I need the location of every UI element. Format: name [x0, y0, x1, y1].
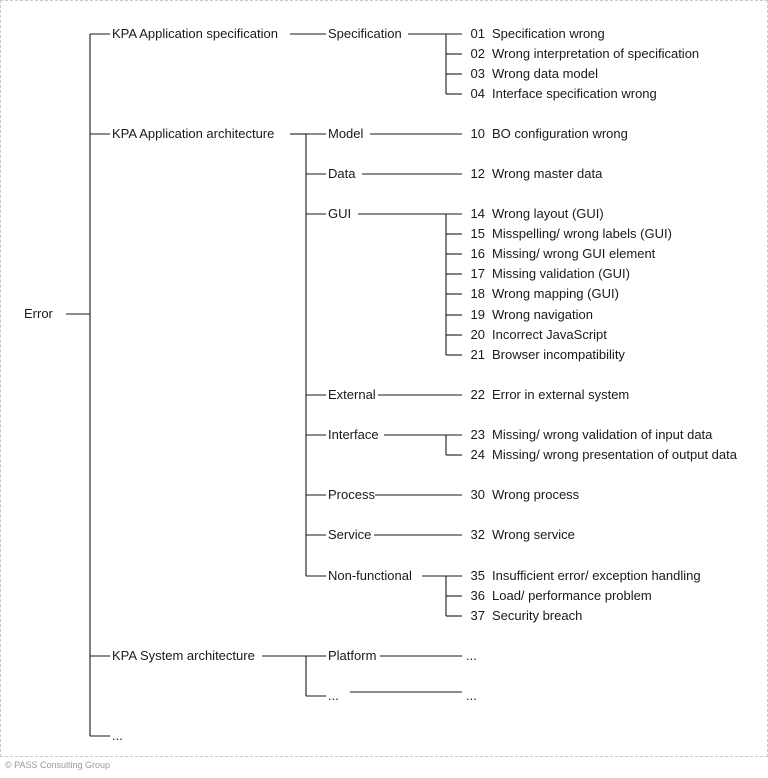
- leaf-error-handling: Insufficient error/ exception handling: [492, 568, 701, 583]
- leaf-missing-validation: Missing validation (GUI): [492, 266, 630, 281]
- node-level2-more: ...: [328, 688, 339, 703]
- leaf-number: 10: [470, 126, 485, 141]
- leaf-wrong-mapping: Wrong mapping (GUI): [492, 286, 619, 301]
- leaf-interface-spec-wrong: Interface specification wrong: [492, 86, 657, 101]
- leaf-number: 30: [470, 487, 485, 502]
- leaf-number: 35: [470, 568, 485, 583]
- node-model: Model: [328, 126, 364, 141]
- copyright-note: © PASS Consulting Group: [5, 760, 111, 770]
- leaf-wrong-interpretation: Wrong interpretation of specification: [492, 46, 700, 61]
- root-node-error: Error: [24, 306, 53, 321]
- leaf-number: 17: [470, 266, 485, 281]
- leaf-external-system-error: Error in external system: [492, 387, 630, 402]
- leaf-number: 01: [470, 26, 485, 41]
- leaf-wrong-data-model: Wrong data model: [492, 66, 598, 81]
- leaf-platform-more: ...: [466, 648, 477, 663]
- leaf-wrong-service: Wrong service: [492, 527, 575, 542]
- leaf-browser-incompatibility: Browser incompatibility: [492, 347, 625, 362]
- leaf-number: 16: [470, 246, 485, 261]
- leaf-wrong-master-data: Wrong master data: [492, 166, 603, 181]
- node-process: Process: [328, 487, 375, 502]
- node-kpa-application-architecture: KPA Application architecture: [112, 126, 275, 141]
- leaf-number: 32: [470, 527, 485, 542]
- node-data: Data: [328, 166, 356, 181]
- leaf-number: 15: [470, 226, 485, 241]
- leaf-number: 20: [470, 327, 485, 342]
- node-level1-more: ...: [112, 728, 123, 743]
- leaf-number: 14: [470, 206, 485, 221]
- leaf-number: 37: [470, 608, 485, 623]
- leaf-incorrect-javascript: Incorrect JavaScript: [492, 327, 607, 342]
- node-interface: Interface: [328, 427, 379, 442]
- node-kpa-application-specification: KPA Application specification: [112, 26, 278, 41]
- leaf-number: 21: [470, 347, 485, 362]
- node-kpa-system-architecture: KPA System architecture: [112, 648, 255, 663]
- leaf-number: 24: [470, 447, 485, 462]
- leaf-wrong-navigation: Wrong navigation: [492, 307, 593, 322]
- node-service: Service: [328, 527, 372, 542]
- leaf-missing-gui-element: Missing/ wrong GUI element: [492, 246, 656, 261]
- leaf-number: 22: [470, 387, 485, 402]
- leaf-number: 02: [470, 46, 485, 61]
- leaf-number: 19: [470, 307, 485, 322]
- leaf-number: 36: [470, 588, 485, 603]
- leaf-wrong-process: Wrong process: [492, 487, 580, 502]
- leaf-number: 04: [470, 86, 485, 101]
- leaf-number: 12: [470, 166, 485, 181]
- leaf-security-breach: Security breach: [492, 608, 583, 623]
- node-external: External: [328, 387, 376, 402]
- leaf-number: 18: [470, 286, 485, 301]
- leaf-output-presentation: Missing/ wrong presentation of output data: [492, 447, 737, 462]
- leaf-performance-problem: Load/ performance problem: [492, 588, 652, 603]
- leaf-specification-wrong: Specification wrong: [492, 26, 605, 41]
- node-gui: GUI: [328, 206, 352, 221]
- leaf-bo-configuration: BO configuration wrong: [492, 126, 628, 141]
- leaf-number: 03: [470, 66, 485, 81]
- leaf-number: 23: [470, 427, 485, 442]
- node-specification: Specification: [328, 26, 402, 41]
- node-platform: Platform: [328, 648, 377, 663]
- leaf-more: ...: [466, 688, 477, 703]
- leaf-misspelling: Misspelling/ wrong labels (GUI): [492, 226, 672, 241]
- leaf-wrong-layout: Wrong layout (GUI): [492, 206, 604, 221]
- node-non-functional: Non-functional: [328, 568, 412, 583]
- leaf-input-validation: Missing/ wrong validation of input data: [492, 427, 713, 442]
